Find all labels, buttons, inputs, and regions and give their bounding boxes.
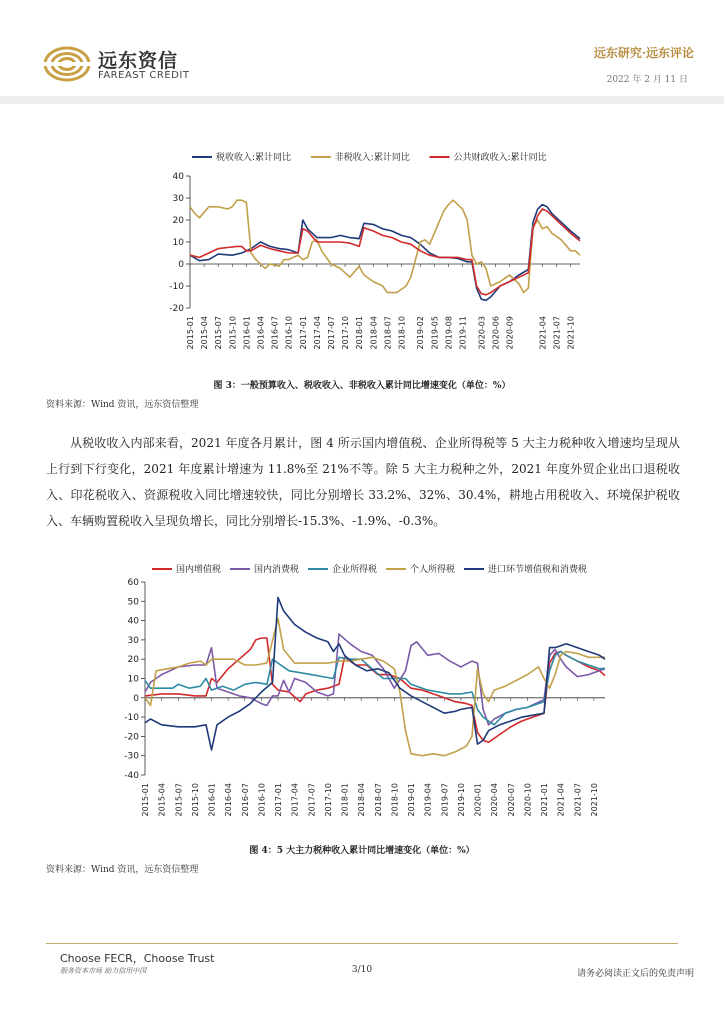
x-tick-label: 2017-01 [298,316,308,350]
x-tick-label: 2020-03 [477,316,487,350]
report-date: 2022 年 2 月 11 日 [606,75,688,85]
x-tick-label: 2015-04 [200,316,210,350]
footer-divider [46,943,678,944]
x-tick-label: 2021-07 [573,783,583,817]
x-tick-label: 2015-07 [214,316,224,350]
series-line [190,200,580,292]
x-tick-label: 2018-01 [355,316,365,350]
y-tick-label: 20 [172,216,184,226]
y-tick-label: 30 [172,194,184,204]
x-tick-label: 2015-10 [228,316,238,350]
x-tick-label: 2018-10 [390,783,400,817]
legend-label: 进口环节增值税和消费税 [488,565,588,575]
x-tick-label: 2017-07 [307,783,317,817]
x-tick-label: 2017-01 [274,783,284,817]
page-number: 3/10 [351,965,373,975]
x-tick-label: 2019-07 [440,783,450,817]
figure3-source: 资料来源：Wind 资讯，远东资信整理 [46,400,199,410]
y-tick-label: 40 [172,172,184,182]
y-tick-label: 10 [172,238,184,248]
y-tick-label: -20 [124,732,139,743]
x-tick-label: 2019-11 [458,316,468,350]
legend-label: 国内增值税 [176,565,222,575]
legend-label: 公共财政收入:累计同比 [453,153,547,163]
x-tick-label: 2019-08 [444,316,454,350]
y-tick-label: -10 [124,713,139,724]
x-tick-label: 2016-10 [257,783,267,817]
y-tick-label: 40 [127,616,139,627]
x-tick-label: 2018-07 [383,316,393,350]
x-tick-label: 2020-09 [505,316,515,350]
x-tick-label: 2020-04 [490,783,500,817]
x-tick-label: 2020-10 [523,783,533,817]
y-tick-label: -30 [124,751,139,762]
footer-slogan-cn: 服务资本市场 助力信用中国 [60,967,147,975]
footer-disclaimer: 请务必阅读正文后的免责声明 [576,969,694,979]
x-tick-label: 2021-01 [540,783,550,817]
series-line [145,597,605,750]
y-tick-label: 20 [127,655,139,666]
y-tick-label: 30 [127,635,139,646]
x-tick-label: 2018-01 [340,783,350,817]
footer-slogan-en: Choose FECR，Choose Trust [60,952,215,965]
report-series-title: 远东研究·远东评论 [593,46,694,60]
y-tick-label: 0 [178,260,184,270]
x-tick-label: 2015-01 [141,783,150,817]
x-tick-label: 2015-01 [186,316,195,350]
y-tick-label: 60 [127,578,139,588]
y-tick-label: 10 [127,674,139,685]
x-tick-label: 2021-04 [556,783,566,817]
figure4-chart [0,540,724,840]
y-tick-label: -40 [124,771,139,781]
x-tick-label: 2016-04 [224,783,234,817]
figure3-caption: 图 3：一般预算收入、税收收入、非税收入累计同比增速变化（单位：%） [213,381,511,391]
x-tick-label: 2015-10 [190,783,200,817]
legend-label: 国内消费税 [254,565,300,575]
x-tick-label: 2018-10 [397,316,407,350]
x-tick-label: 2021-10 [589,783,599,817]
y-tick-label: -20 [169,304,184,314]
x-tick-label: 2019-04 [423,783,433,817]
x-tick-label: 2021-10 [566,316,576,350]
figure3-chart [0,0,724,368]
legend-label: 个人所得税 [410,565,456,575]
brand-name-cn: 远东资信 [98,50,179,72]
brand-name-en: FAREAST CREDIT [98,70,190,81]
x-tick-label: 2017-10 [323,783,333,817]
x-tick-label: 2017-07 [326,316,336,350]
x-tick-label: 2017-10 [341,316,351,350]
legend-label: 税收收入:累计同比 [216,153,292,163]
legend-label: 企业所得税 [332,565,378,575]
x-tick-label: 2016-01 [242,316,252,350]
series-line [145,638,605,742]
x-tick-label: 2021-04 [538,316,548,350]
legend-label: 非税收入:累计同比 [334,153,410,163]
x-tick-label: 2021-07 [552,316,562,350]
x-tick-label: 2019-01 [407,783,417,817]
x-tick-label: 2018-07 [373,783,383,817]
x-tick-label: 2019-02 [416,316,426,350]
x-tick-label: 2018-04 [357,783,367,817]
x-tick-label: 2016-07 [270,316,280,350]
x-tick-label: 2016-01 [207,783,217,817]
x-tick-label: 2020-06 [491,316,501,350]
figure4-caption: 图 4：5 大主力税种收入累计同比增速变化（单位：%） [249,846,475,856]
x-tick-label: 2019-05 [430,316,440,350]
x-tick-label: 2020-07 [506,783,516,817]
x-tick-label: 2018-04 [369,316,379,350]
x-tick-label: 2016-07 [240,783,250,817]
figure4-source: 资料来源：Wind 资讯，远东资信整理 [46,865,199,875]
y-tick-label: -10 [169,282,184,292]
x-tick-label: 2020-01 [473,783,483,817]
x-tick-label: 2019-10 [456,783,466,817]
body-paragraph: 从税收收入内部来看，2021 年度各月累计，图 4 所示国内增值税、企业所得税等 5 大主力税种收入增速均呈现从上行到下行变化，2021 年度累计增速为 11.8%至 21%不等。除 5 大主力税种之外，2021 年度外贸企业出口退税收入、印花税收入、资源税收入同比增速较快，同比分别增长 33.2%、32%、30.4%，耕地占用税收入、环境保护税收入、车辆购置税收入呈现负增长，同比分别增长-15.3%、-1.9%、-0.3%。 [46,436,680,528]
x-tick-label: 2015-04 [157,783,167,817]
x-tick-label: 2017-04 [290,783,300,817]
x-tick-label: 2017-04 [312,316,322,350]
y-tick-label: 50 [127,597,139,608]
x-tick-label: 2016-10 [284,316,294,350]
x-tick-label: 2015-07 [174,783,184,817]
x-tick-label: 2016-04 [256,316,266,350]
y-tick-label: 0 [133,693,139,704]
